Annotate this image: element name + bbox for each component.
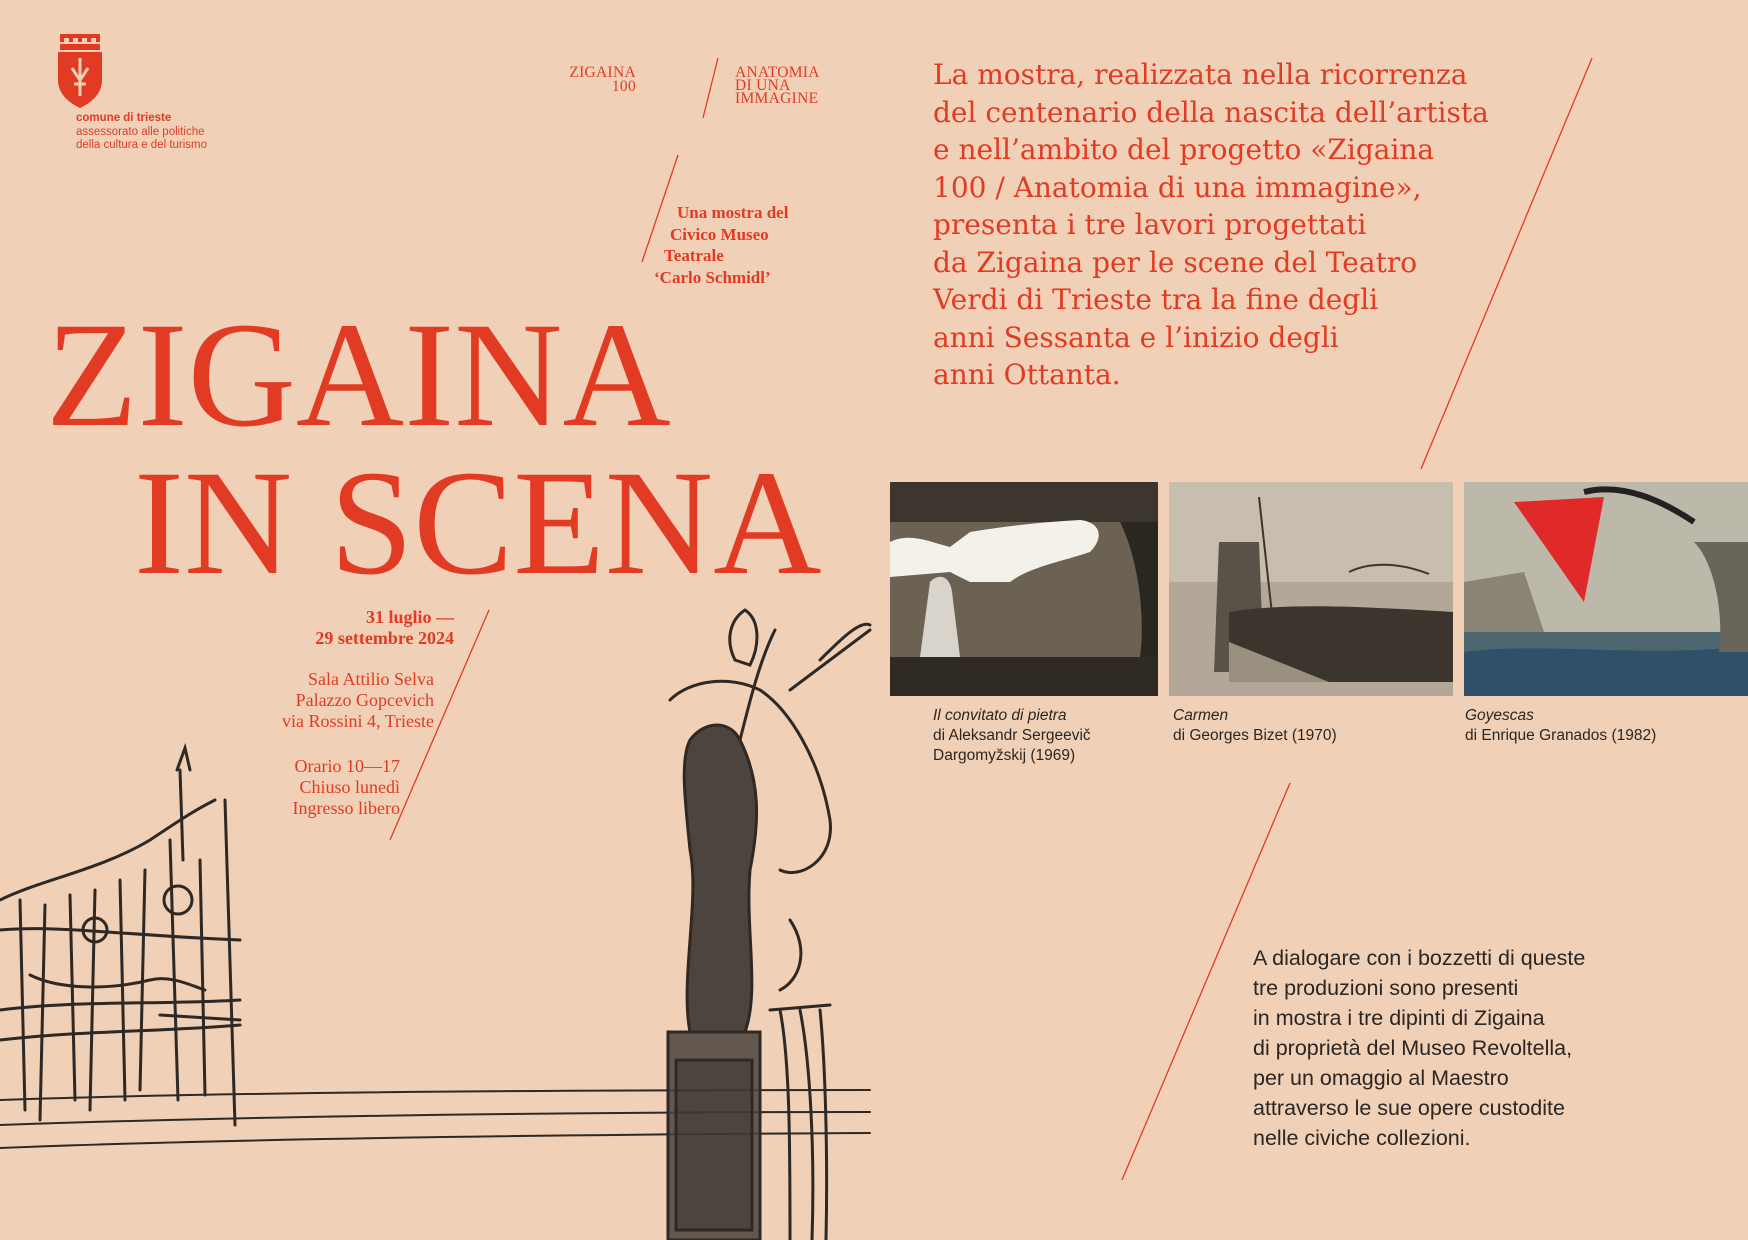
statue-drawing bbox=[668, 610, 870, 1240]
work-author-2: Dargomyžskij (1969) bbox=[933, 747, 1076, 764]
caption-goyescas bbox=[1465, 706, 1745, 746]
trieste-crest-icon bbox=[58, 34, 102, 108]
lead-line: 100 / Anatomia di una immagine», bbox=[933, 170, 1422, 204]
title-line-2: IN SCENA bbox=[134, 440, 822, 606]
logo-line-2: della cultura e del turismo bbox=[76, 139, 208, 151]
work-title: Carmen bbox=[1173, 707, 1229, 724]
title-line-1: ZIGAINA bbox=[46, 292, 671, 458]
work-title: Goyescas bbox=[1465, 707, 1534, 724]
work-title: Il convitato di pietra bbox=[933, 707, 1067, 724]
credit-line-2: Civico Museo bbox=[670, 224, 769, 244]
project-mark-left-1: ZIGAINA bbox=[569, 64, 636, 81]
date-start: 31 luglio — bbox=[365, 607, 454, 627]
project-mark-right-1: ANATOMIA bbox=[735, 64, 820, 81]
hours-line-3: Ingresso libero bbox=[292, 798, 400, 818]
caption-convitato bbox=[933, 706, 1153, 766]
sketch-image-goyescas bbox=[1464, 482, 1748, 696]
body-line: di proprietà del Museo Revoltella, bbox=[1253, 1036, 1573, 1060]
body-line: tre produzioni sono presenti bbox=[1253, 976, 1519, 1000]
body-line: per un omaggio al Maestro bbox=[1253, 1066, 1509, 1090]
venue-line-1: Sala Attilio Selva bbox=[308, 669, 434, 689]
lead-line: anni Ottanta. bbox=[933, 358, 1121, 391]
work-author: di Georges Bizet (1970) bbox=[1173, 727, 1337, 744]
sketch-image-carmen bbox=[1169, 482, 1453, 696]
lead-line: da Zigaina per le scene del Teatro bbox=[933, 245, 1418, 279]
credit-line-3: Teatrale bbox=[664, 246, 724, 265]
logo-text bbox=[76, 112, 207, 153]
project-mark-left-2: 100 bbox=[611, 78, 636, 95]
lead-line: e nell’ambito del progetto «Zigaina bbox=[933, 133, 1435, 166]
work-author: di Enrique Granados (1982) bbox=[1465, 727, 1657, 744]
hours-line-1: Orario 10—17 bbox=[294, 756, 400, 776]
venue bbox=[140, 669, 434, 732]
body-line: attraverso le sue opere custodite bbox=[1253, 1096, 1565, 1120]
lead-line: anni Sessanta e l’inizio degli bbox=[933, 320, 1339, 354]
work-author: di Aleksandr Sergeevič bbox=[933, 727, 1091, 744]
logo-line-1: assessorato alle politiche bbox=[76, 125, 205, 138]
lead-paragraph bbox=[933, 56, 1613, 394]
opening-hours bbox=[140, 756, 400, 819]
lead-line: presenta i tre lavori progettati bbox=[933, 208, 1367, 241]
credit-line-1: Una mostra del bbox=[677, 203, 789, 222]
lead-line: del centenario della nascita dell’artista bbox=[933, 95, 1489, 129]
body-line: in mostra i tre dipinti di Zigaina bbox=[1253, 1006, 1545, 1030]
hours-line-2: Chiuso lunedì bbox=[299, 777, 400, 797]
date-end: 29 settembre 2024 bbox=[315, 628, 454, 648]
exhibition-credit bbox=[620, 202, 810, 288]
venue-line-2: Palazzo Gopcevich bbox=[295, 690, 434, 710]
lead-line: Verdi di Trieste tra la fine degli bbox=[933, 283, 1379, 316]
venue-line-3: via Rossini 4, Trieste bbox=[281, 711, 434, 731]
sketch-image-convitato bbox=[890, 482, 1158, 696]
dates bbox=[200, 607, 454, 649]
logo-name: comune di trieste bbox=[76, 112, 172, 124]
caption-carmen bbox=[1173, 706, 1443, 746]
body-paragraph bbox=[1253, 943, 1693, 1153]
lead-line: La mostra, realizzata nella ricorrenza bbox=[933, 58, 1468, 91]
body-line: A dialogare con i bozzetti di queste bbox=[1253, 946, 1586, 970]
credit-line-4: ‘Carlo Schmidl’ bbox=[654, 267, 771, 287]
project-mark-right-3: IMMAGINE bbox=[735, 90, 819, 107]
project-mark-right-2: DI UNA bbox=[735, 77, 791, 94]
body-line: nelle civiche collezioni. bbox=[1253, 1126, 1471, 1150]
